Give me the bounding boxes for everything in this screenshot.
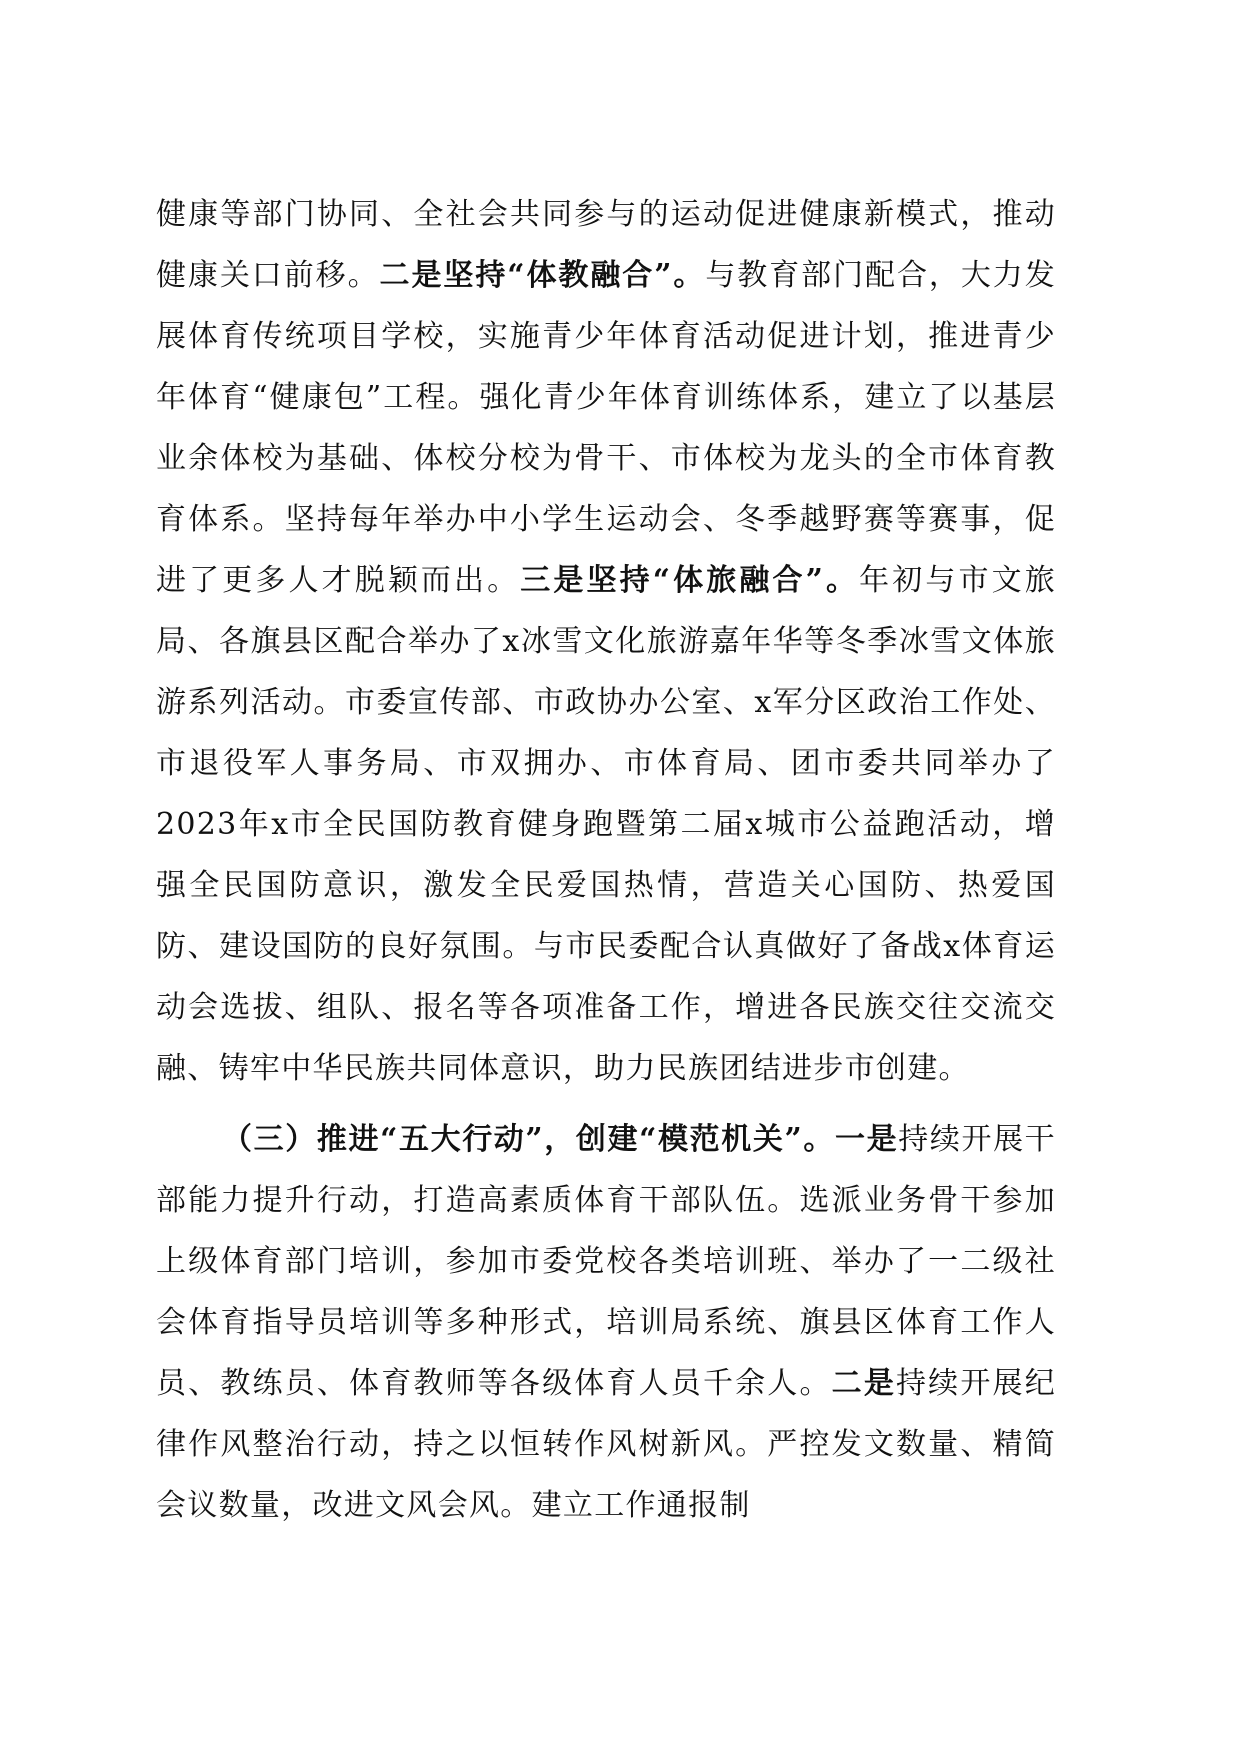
text-segment: 健康等部门协同、全社会共同参与的运动促进健康新模式，推动健康关口前移。 — [156, 197, 1056, 293]
text-segment: 与教育部门配合，大力发展体育传统项目学校，实施青少年体育活动促进计划，推进青少年体育“健康包”工程。强化青少年体育训练体系，建立了以基层业余体校为基础、体校分校为骨干、市体校为龙头的全市体育教育体系。坚持每年举办中小学生运动会、冬季越野赛等赛事，促进了更多人才脱颖而出。 — [156, 258, 1056, 598]
document-body — [156, 184, 1056, 1536]
paragraph-integration — [156, 184, 1056, 1099]
heading-second-point: 二是 — [831, 1366, 896, 1401]
text-segment: 年初与市文旅局、各旗县区配合举办了x冰雪文化旅游嘉年华等冬季冰雪文体旅游系列活动。市委宣传部、市政协办公室、x军分区政治工作处、市退役军人事务局、市双拥办、市体育局、团市委共同举办了2023年x市全民国防教育健身跑暨第二届x城市公益跑活动，增强全民国防意识，激发全民爱国热情，营造关心国防、热爱国防、建设国防的良好氛围。与市民委配合认真做好了备战x体育运动会选拔、组队、报名等各项准备工作，增进各民族交往交流交融、铸牢中华民族共同体意识，助力民族团结进步市创建。 — [156, 563, 1056, 1086]
paragraph-five-actions — [156, 1109, 1056, 1536]
text-segment: 持续开展纪律作风整治行动，持之以恒转作风树新风。严控发文数量、精简会议数量，改进文风会风。建立工作通报制 — [156, 1366, 1056, 1523]
text-segment: 持续开展干部能力提升行动，打造高素质体育干部队伍。选派业务骨干参加上级体育部门培训，参加市委党校各类培训班、举办了一二级社会体育指导员培训等多种形式，培训局系统、旗县区体育工作人员、教练员、体育教师等各级体育人员千余人。 — [156, 1122, 1056, 1401]
section-heading-five-actions: （三）推进“五大行动”，创建“模范机关”。一是 — [222, 1122, 899, 1157]
heading-sports-tourism-integration: 三是坚持“体旅融合”。 — [520, 563, 860, 598]
heading-sports-education-integration: 二是坚持“体教融合”。 — [379, 258, 706, 293]
